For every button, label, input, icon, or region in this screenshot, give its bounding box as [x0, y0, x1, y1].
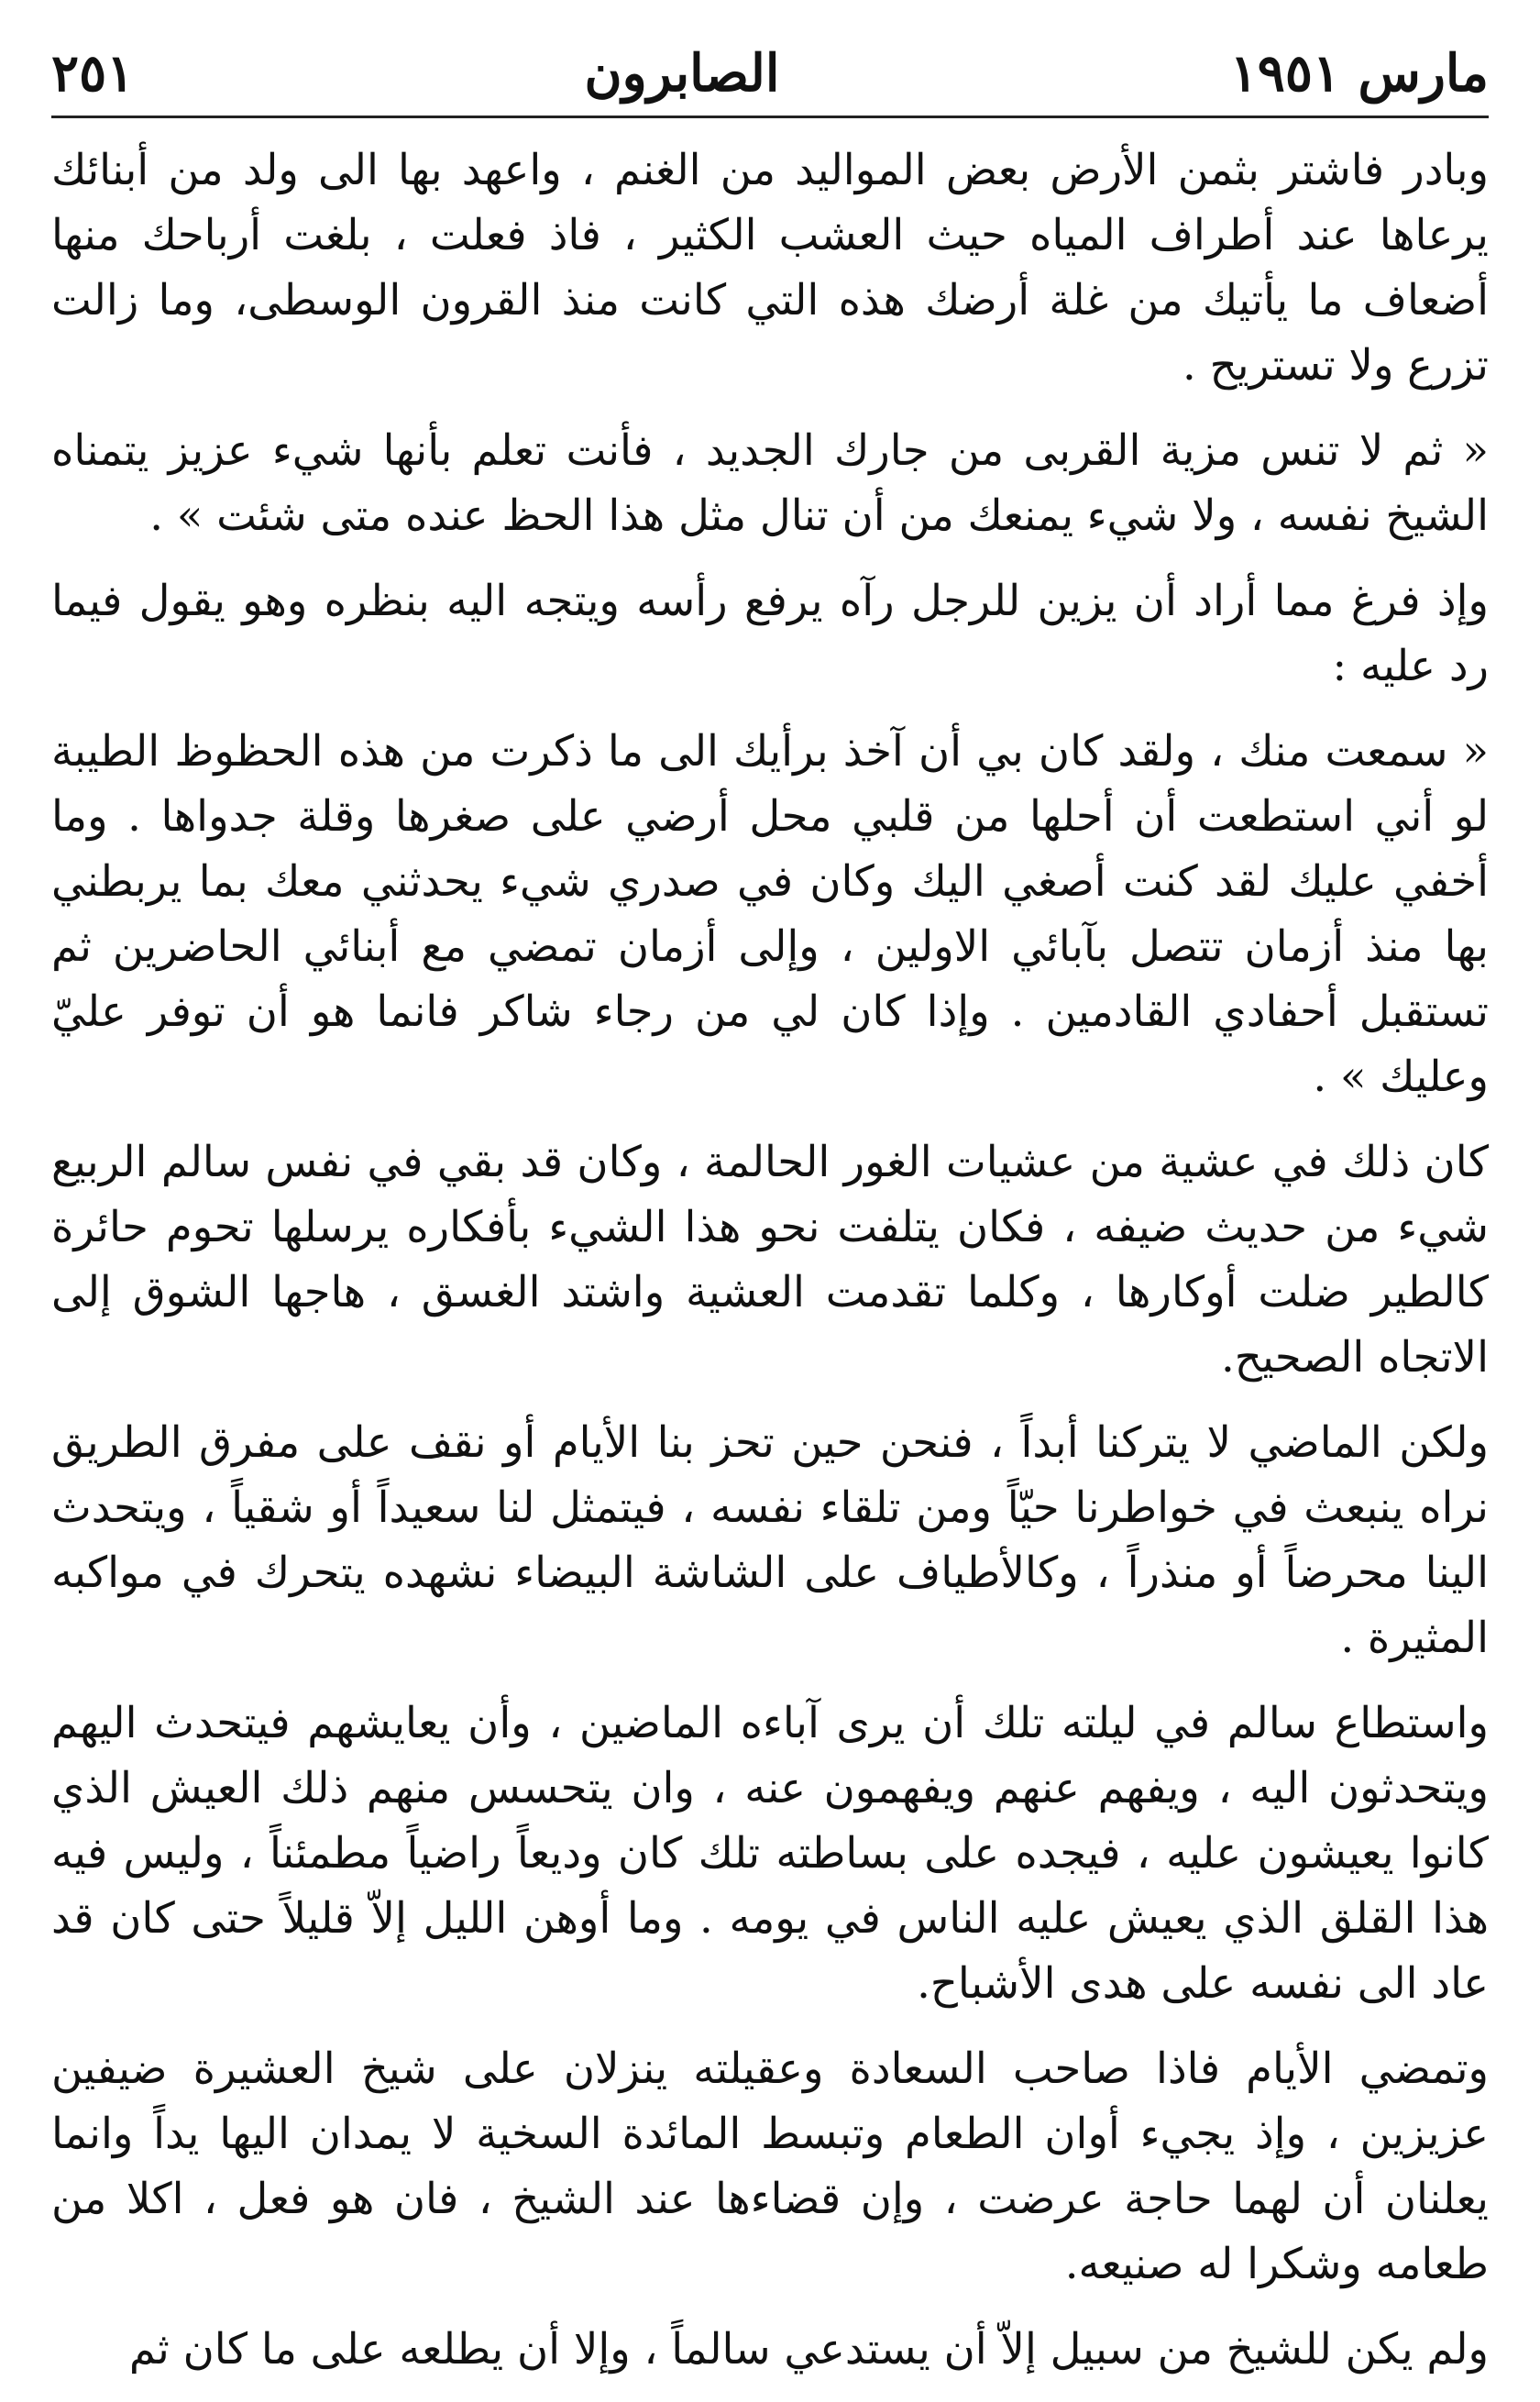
paragraph: « سمعت منك ، ولقد كان بي أن آخذ برأيك الى ما ذكرت من هذه الحظوظ الطيبة لو أني استطعت أن أحلها من قلبي محل أرضي على صغرها وقلة جدواها . وما أخفي عليك لقد كنت أصغي اليك وكان في صدري شيء يحدثني معك بما يربطني بها منذ أزمان تتصل بآبائي الاولين ، وإلى أزمان تمضي مع أبنائي الحاضرين ثم تستقبل أحفادي القادمين . وإذا كان لي من رجاء شاكر فانما هو أن توفر عليّ وعليك » .	[51, 726, 1489, 1101]
page-number: ٢٥١	[51, 43, 135, 104]
paragraph: واستطاع سالم في ليلته تلك أن يرى آباءه الماضين ، وأن يعايشهم فيتحدث اليهم ويتحدثون اليه ، ويفهم عنهم ويفهمون عنه ، وان يتحسس منهم ذلك العيش الذي كانوا يعيشون عليه ، فيجده على بساطته تلك كان وديعاً راضياً مطمئناً ، وليس فيه هذا القلق الذي يعيش عليه الناس في يومه . وما أوهن الليل إلاّ قليلاً حتى كان قد عاد الى نفسه على هدى الأشباح.	[51, 1698, 1489, 2008]
paragraph: وإذ فرغ مما أراد أن يزين للرجل رآه يرفع رأسه ويتجه اليه بنظره وهو يقول فيما رد عليه :	[51, 576, 1489, 690]
paragraph: ولكن الماضي لا يتركنا أبداً ، فنحن حين تحز بنا الأيام أو نقف على مفرق الطريق نراه ينبعث في خواطرنا حيّاً ومن تلقاء نفسه ، فيتمثل لنا سعيداً أو شقياً ، ويتحدث الينا محرضاً أو منذراً ، وكالأطياف على الشاشة البيضاء نشهده يتحرك في مواكبه المثيرة .	[51, 1417, 1490, 1662]
body-text	[51, 138, 1489, 2402]
paragraph: كان ذلك في عشية من عشيات الغور الحالمة ، وكان قد بقي في نفس سالم الربيع شيء من حديث ضيفه ، فكان يتلفت نحو هذا الشيء بأفكاره يرسلها تحوم حائرة كالطير ضلت أوكارها ، وكلما تقدمت العشية واشتد الغسق ، هاجها الشوق إلى الاتجاه الصحيح.	[51, 1137, 1489, 1382]
header-title: الصابرون	[584, 43, 780, 104]
paragraph: ولم يكن للشيخ من سبيل إلاّ أن يستدعي سالماً ، وإلا أن يطلعه على ما كان ثم	[128, 2324, 1489, 2374]
header-rule	[51, 116, 1489, 118]
paragraph: « ثم لا تنس مزية القربى من جارك الجديد ، فأنت تعلم بأنها شيء عزيز يتمناه الشيخ نفسه ، ولا شيء يمنعك من أن تنال مثل هذا الحظ عنده متى شئت » .	[51, 425, 1489, 540]
header-date: مارس ١٩٥١	[1229, 43, 1489, 104]
paragraph: وتمضي الأيام فاذا صاحب السعادة وعقيلته ينزلان على شيخ العشيرة ضيفين عزيزين ، وإذ يجيء أوان الطعام وتبسط المائدة السخية لا يمدان اليها يداً وانما يعلنان أن لهما حاجة عرضت ، وإن قضاءها عند الشيخ ، فان هو فعل ، اكلا من طعامه وشكرا له صنيعه.	[51, 2044, 1489, 2288]
paragraph: وبادر فاشتر بثمن الأرض بعض المواليد من الغنم ، واعهد بها الى ولد من أبنائك يرعاها عند أطراف المياه حيث العشب الكثير ، فاذ فعلت ، بلغت أرباحك منها أضعاف ما يأتيك من غلة أرضك هذه التي كانت منذ القرون الوسطى، وما زالت تزرع ولا تستريح .	[51, 145, 1489, 390]
page-header	[51, 37, 1489, 110]
